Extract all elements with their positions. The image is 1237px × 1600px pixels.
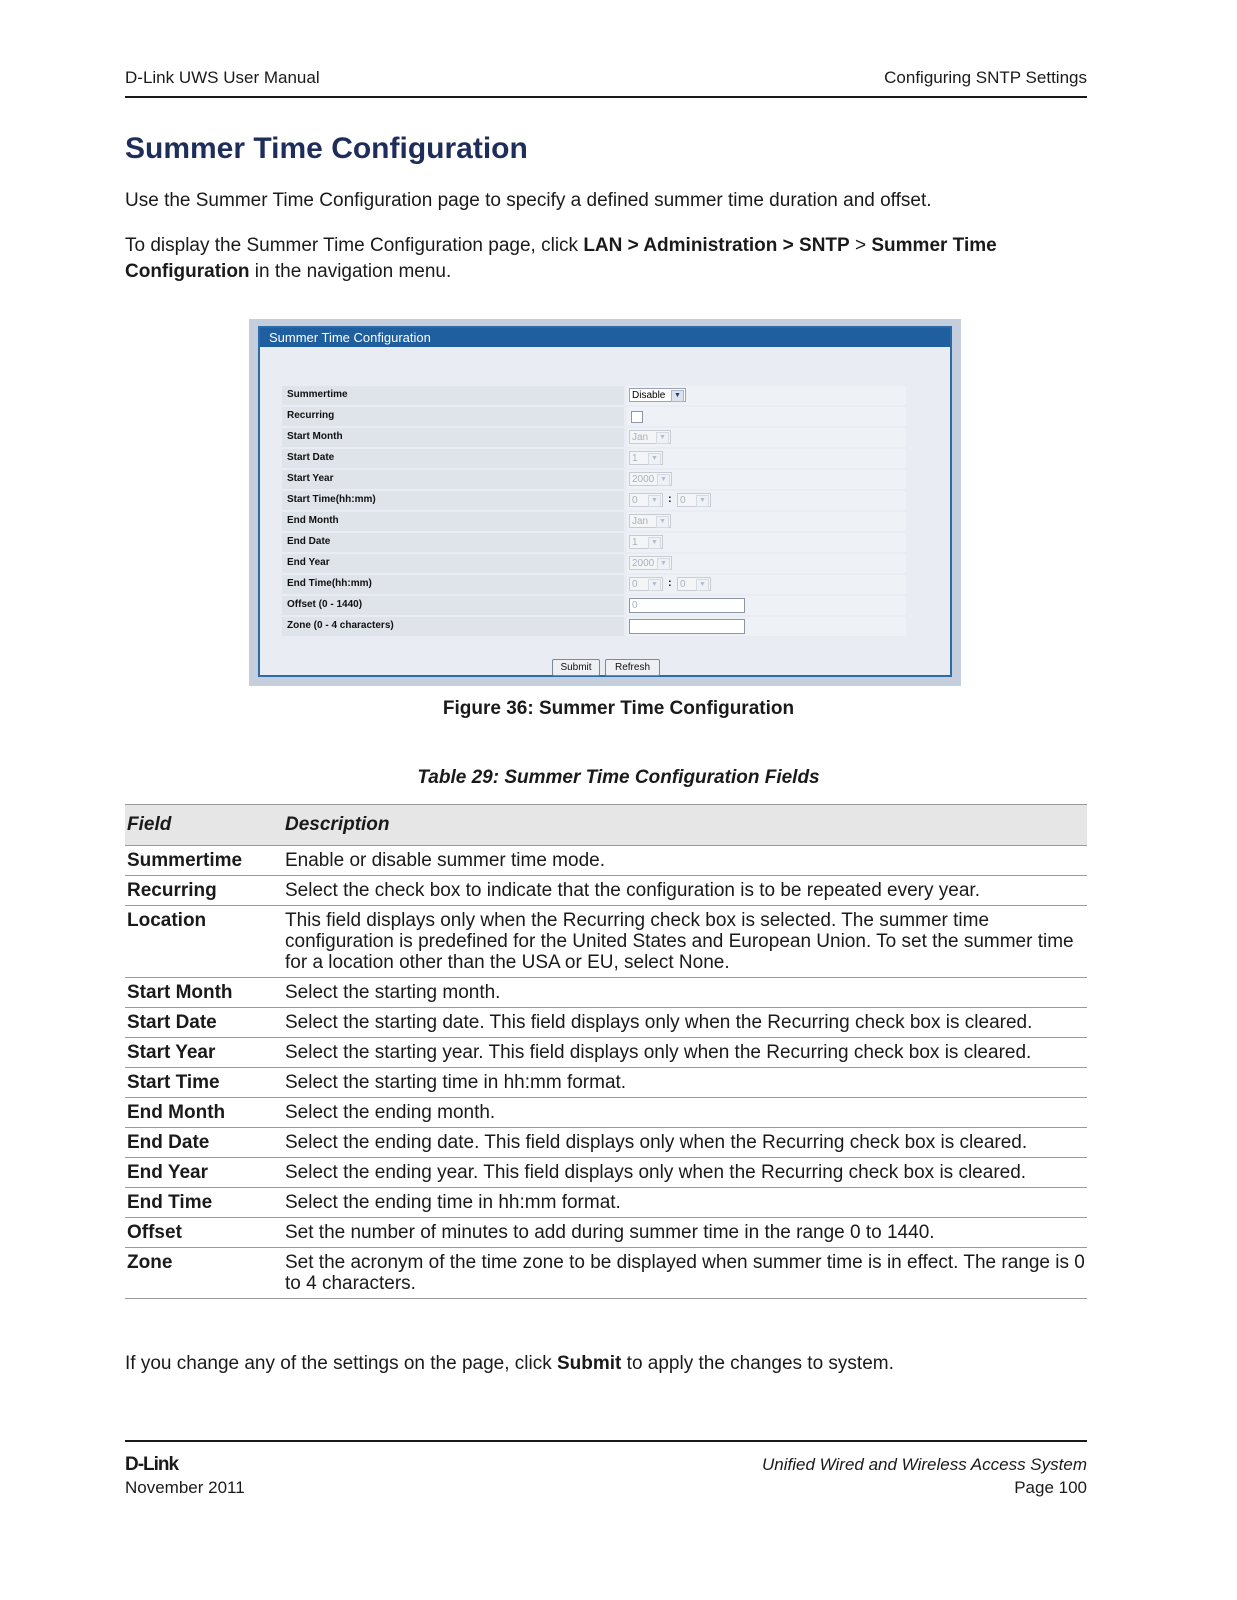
nav-path-end: Summer Time Configuration: [125, 235, 997, 282]
start-year-label: Start Year: [282, 470, 624, 489]
recurring-label: Recurring: [282, 407, 624, 426]
chevron-down-icon: ▼: [696, 579, 709, 591]
end-hour-select[interactable]: [629, 577, 663, 591]
row-end-time: [282, 575, 906, 594]
summertime-value-cell: [627, 386, 906, 405]
end-minute-select[interactable]: [677, 577, 711, 591]
end-time-value-cell: [627, 575, 906, 594]
start-hour-select[interactable]: [629, 493, 663, 507]
intro-paragraph: Use the Summer Time Configuration page to specify a defined summer time duration and offset.: [125, 190, 932, 211]
description-cell: Select the starting year. This field displays only when the Recurring check box is cleared.: [281, 1038, 1087, 1068]
table-row: [125, 906, 1087, 978]
table-row: [125, 1128, 1087, 1158]
summertime-select[interactable]: [629, 388, 686, 402]
chevron-down-icon: ▼: [648, 579, 661, 591]
row-start-time: [282, 491, 906, 510]
description-cell: Set the acronym of the time zone to be displayed when summer time is in effect. The range is 0 to 4 characters.: [281, 1248, 1087, 1299]
end-date-select[interactable]: [629, 535, 663, 549]
chevron-down-icon: ▼: [657, 474, 670, 486]
end-month-select[interactable]: [629, 514, 671, 528]
table-row: [125, 978, 1087, 1008]
nav-prefix: To display the Summer Time Configuration page, click: [125, 235, 584, 256]
offset-label: Offset (0 - 1440): [282, 596, 624, 615]
column-header-description: Description: [281, 805, 1087, 846]
screenshot-figure: [249, 319, 961, 686]
row-start-date: [282, 449, 906, 468]
description-cell: This field displays only when the Recurring check box is selected. The summer time configuration is predefined for the United States and European Union. To set the summer time for a location other than the USA or EU, select None.: [281, 906, 1087, 978]
description-cell: Select the ending time in hh:mm format.: [281, 1188, 1087, 1218]
nav-suffix: in the navigation menu.: [249, 261, 452, 282]
start-hour-value: 0: [632, 495, 638, 506]
end-month-value-cell: [627, 512, 906, 531]
page-title: Summer Time Configuration: [125, 132, 528, 165]
chevron-down-icon: ▼: [657, 558, 670, 570]
start-minute-value: 0: [680, 495, 686, 506]
refresh-button[interactable]: Refresh: [605, 659, 660, 676]
end-year-select[interactable]: [629, 556, 672, 570]
summertime-label: Summertime: [282, 386, 624, 405]
field-cell: End Time: [125, 1188, 281, 1218]
start-date-value-cell: [627, 449, 906, 468]
end-date-select-value: 1: [632, 537, 638, 548]
closing-paragraph: [125, 1353, 894, 1375]
end-date-label: End Date: [282, 533, 624, 552]
description-cell: Select the check box to indicate that the configuration is to be repeated every year.: [281, 876, 1087, 906]
table-row: [125, 1098, 1087, 1128]
description-cell: Select the ending date. This field displays only when the Recurring check box is cleared.: [281, 1128, 1087, 1158]
footer-system-name: Unified Wired and Wireless Access System: [761, 1455, 1087, 1474]
start-month-label: Start Month: [282, 428, 624, 447]
start-month-value-cell: [627, 428, 906, 447]
nav-path: LAN > Administration > SNTP: [583, 235, 850, 256]
row-start-month: [282, 428, 906, 447]
row-summertime: [282, 386, 906, 405]
description-cell: Set the number of minutes to add during summer time in the range 0 to 1440.: [281, 1218, 1087, 1248]
summertime-select-value: Disable: [632, 390, 666, 401]
table-row: [125, 1008, 1087, 1038]
field-cell: Zone: [125, 1248, 281, 1299]
zone-value-cell: [627, 617, 906, 636]
end-minute-value: 0: [680, 579, 686, 590]
end-year-value-cell: [627, 554, 906, 573]
offset-value-cell: [627, 596, 906, 615]
table-row: [125, 1218, 1087, 1248]
end-month-select-value: Jan: [632, 516, 649, 527]
field-cell: Start Date: [125, 1008, 281, 1038]
table-row: [125, 846, 1087, 876]
navigation-paragraph: [125, 233, 1085, 285]
table-row: [125, 1248, 1087, 1299]
fields-table: [125, 804, 1087, 1299]
closing-bold: Submit: [557, 1353, 622, 1374]
submit-button[interactable]: Submit: [552, 659, 600, 676]
description-cell: Select the starting time in hh:mm format.: [281, 1068, 1087, 1098]
nav-separator: >: [849, 235, 872, 256]
config-rows: [282, 386, 906, 638]
field-cell: Start Time: [125, 1068, 281, 1098]
end-year-label: End Year: [282, 554, 624, 573]
chevron-down-icon: ▼: [648, 537, 661, 549]
row-end-month: [282, 512, 906, 531]
chevron-down-icon: ▼: [648, 495, 661, 507]
start-year-value-cell: [627, 470, 906, 489]
header-left: D-Link UWS User Manual: [125, 68, 320, 87]
description-cell: Select the starting date. This field displays only when the Recurring check box is cleared.: [281, 1008, 1087, 1038]
field-cell: Location: [125, 906, 281, 978]
start-minute-select[interactable]: [677, 493, 711, 507]
start-date-label: Start Date: [282, 449, 624, 468]
field-cell: Start Year: [125, 1038, 281, 1068]
end-hour-value: 0: [632, 579, 638, 590]
end-date-value-cell: [627, 533, 906, 552]
panel-title: Summer Time Configuration: [260, 328, 950, 347]
chevron-down-icon: ▼: [696, 495, 709, 507]
field-cell: End Year: [125, 1158, 281, 1188]
chevron-down-icon: ▼: [656, 516, 669, 528]
start-month-select[interactable]: [629, 430, 671, 444]
start-year-select-value: 2000: [632, 474, 655, 485]
time-colon: :: [668, 493, 672, 505]
chevron-down-icon: ▼: [648, 453, 661, 465]
table-row: [125, 876, 1087, 906]
recurring-checkbox[interactable]: [631, 411, 643, 423]
table-row: [125, 1038, 1087, 1068]
row-end-year: [282, 554, 906, 573]
field-cell: End Date: [125, 1128, 281, 1158]
start-date-select[interactable]: [629, 451, 663, 465]
page-footer: [125, 1440, 1087, 1512]
footer-date: November 2011: [125, 1478, 245, 1497]
closing-suffix: to apply the changes to system.: [621, 1353, 894, 1374]
closing-prefix: If you change any of the settings on the page, click: [125, 1353, 557, 1374]
description-cell: Select the starting month.: [281, 978, 1087, 1008]
time-colon: :: [668, 577, 672, 589]
end-month-label: End Month: [282, 512, 624, 531]
dlink-logo: D-Link: [125, 1454, 179, 1475]
field-cell: End Month: [125, 1098, 281, 1128]
field-cell: Offset: [125, 1218, 281, 1248]
table-row: [125, 1158, 1087, 1188]
field-cell: Summertime: [125, 846, 281, 876]
description-cell: Select the ending month.: [281, 1098, 1087, 1128]
field-cell: Start Month: [125, 978, 281, 1008]
zone-input[interactable]: [629, 619, 745, 634]
end-time-label: End Time(hh:mm): [282, 575, 624, 594]
chevron-down-icon: ▼: [671, 390, 684, 402]
table-row: [125, 1188, 1087, 1218]
row-end-date: [282, 533, 906, 552]
recurring-value-cell: [627, 407, 906, 426]
column-header-field: Field: [125, 805, 281, 846]
start-month-select-value: Jan: [632, 432, 649, 443]
field-cell: Recurring: [125, 876, 281, 906]
page-header: [125, 66, 1087, 98]
chevron-down-icon: ▼: [656, 432, 669, 444]
description-cell: Select the ending year. This field displays only when the Recurring check box is cleared.: [281, 1158, 1087, 1188]
start-year-select[interactable]: [629, 472, 672, 486]
row-zone: [282, 617, 906, 636]
row-start-year: [282, 470, 906, 489]
table-header-row: [125, 805, 1087, 846]
config-panel: [258, 326, 952, 677]
table-caption: Table 29: Summer Time Configuration Fields: [417, 767, 820, 788]
end-year-select-value: 2000: [632, 558, 655, 569]
start-date-select-value: 1: [632, 453, 638, 464]
start-time-label: Start Time(hh:mm): [282, 491, 624, 510]
description-cell: Enable or disable summer time mode.: [281, 846, 1087, 876]
start-time-value-cell: [627, 491, 906, 510]
footer-page-number: Page 100: [1014, 1478, 1087, 1497]
figure-caption: Figure 36: Summer Time Configuration: [442, 698, 795, 719]
row-recurring: [282, 407, 906, 426]
header-right: Configuring SNTP Settings: [884, 68, 1087, 87]
table-row: [125, 1068, 1087, 1098]
offset-input[interactable]: 0: [629, 598, 745, 613]
zone-label: Zone (0 - 4 characters): [282, 617, 624, 636]
row-offset: [282, 596, 906, 615]
